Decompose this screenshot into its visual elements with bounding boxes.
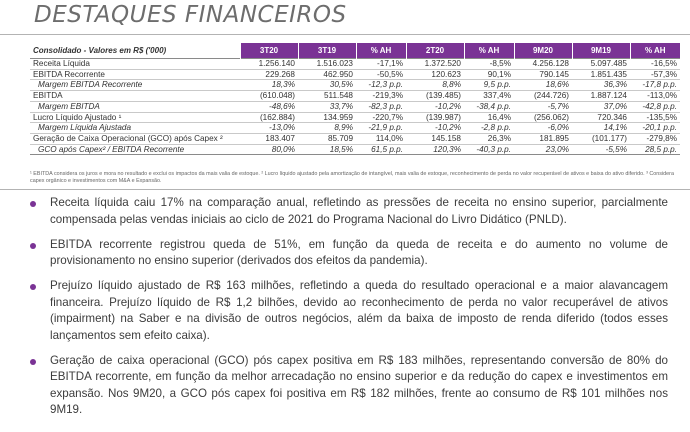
table-cell: 30,5% xyxy=(298,80,356,91)
table-cell: 80,0% xyxy=(240,144,298,155)
row-label: Geração de Caixa Operacional (GCO) após Capex ² xyxy=(30,133,240,144)
table-cell: 26,3% xyxy=(464,133,514,144)
table-cell: 8,8% xyxy=(406,80,464,91)
table-cell: -10,2% xyxy=(406,101,464,112)
column-header: 2T20 xyxy=(406,43,464,59)
table-cell: (610.048) xyxy=(240,91,298,102)
column-header: 9M20 xyxy=(514,43,572,59)
table-cell: -279,8% xyxy=(630,133,680,144)
table-cell: 9,5 p.p. xyxy=(464,80,514,91)
row-label: Lucro Líquido Ajustado ¹ xyxy=(30,112,240,123)
table-cell: 28,5 p.p. xyxy=(630,144,680,155)
row-label: EBITDA Recorrente xyxy=(30,69,240,80)
table-cell: -42,8 p.p. xyxy=(630,101,680,112)
table-cell: 16,4% xyxy=(464,112,514,123)
table-cell: 114,0% xyxy=(356,133,406,144)
table-cell: (139.987) xyxy=(406,112,464,123)
table-row xyxy=(30,69,680,80)
row-label: Margem Líquida Ajustada xyxy=(30,123,240,134)
column-header: % AH xyxy=(356,43,406,59)
page-title: DESTAQUES FINANCEIROS xyxy=(34,2,347,28)
highlight-bullet xyxy=(28,195,668,228)
table-row xyxy=(30,112,680,123)
row-label: Margem EBITDA Recorrente xyxy=(30,80,240,91)
row-label: Margem EBITDA xyxy=(30,101,240,112)
bullet-dot-icon xyxy=(30,201,36,207)
table-row xyxy=(30,80,680,91)
column-header: % AH xyxy=(464,43,514,59)
table-cell: 90,1% xyxy=(464,69,514,80)
highlight-bullet xyxy=(28,353,668,419)
table-cell: 1.516.023 xyxy=(298,59,356,70)
table-cell: 85.709 xyxy=(298,133,356,144)
table-cell: 790.145 xyxy=(514,69,572,80)
table-cell: -5,7% xyxy=(514,101,572,112)
bullet-dot-icon xyxy=(30,359,36,365)
table-cell: 145.158 xyxy=(406,133,464,144)
table-cell: -17,1% xyxy=(356,59,406,70)
table-cell: 1.256.140 xyxy=(240,59,298,70)
table-cell: 183.407 xyxy=(240,133,298,144)
column-header: % AH xyxy=(630,43,680,59)
bullet-dot-icon xyxy=(30,243,36,249)
table-cell: 181.895 xyxy=(514,133,572,144)
table-cell: -113,0% xyxy=(630,91,680,102)
column-header: 3T20 xyxy=(240,43,298,59)
table-cell: -2,8 p.p. xyxy=(464,123,514,134)
table-cell: -135,5% xyxy=(630,112,680,123)
bullet-text: EBITDA recorrente registrou queda de 51%, em função da queda de receita e do aumento no volume de provisionamento no ensino superior (derivados dos efeitos da pandemia). xyxy=(50,237,668,267)
table-cell: -10,2% xyxy=(406,123,464,134)
bullet-text: Prejuízo líquido ajustado de R$ 163 milhões, refletindo a queda do resultado operacional e a maior alavancagem financeira. Prejuízo líquido de R$ 1,2 bilhões, devido ao reconhecimento de perda no valor recuperável de ativos (impairment) na Saber e na divisão de outros negócios, além da baixa de imposto de renda diferido (todos esses lançamentos sem efeito caixa). xyxy=(50,279,668,342)
bullet-dot-icon xyxy=(30,284,36,290)
table-cell: -12,3 p.p. xyxy=(356,80,406,91)
table-cell: -5,5% xyxy=(572,144,630,155)
table-cell: -17,8 p.p. xyxy=(630,80,680,91)
table-cell: -16,5% xyxy=(630,59,680,70)
table-cell: -82,3 p.p. xyxy=(356,101,406,112)
table-cell: -219,3% xyxy=(356,91,406,102)
table-cell: -50,5% xyxy=(356,69,406,80)
table-cell: -40,3 p.p. xyxy=(464,144,514,155)
table-cell: 18,5% xyxy=(298,144,356,155)
table-cell: -220,7% xyxy=(356,112,406,123)
table-cell: 720.346 xyxy=(572,112,630,123)
bullet-text: Receita líquida caiu 17% na comparação anual, refletindo as pressões de receita no ensino superior, parcialmente compensada pelas vendas iniciais ao ciclo de 2021 do Programa Nacional do Livro Didático (PNLD). xyxy=(50,196,668,226)
table-cell: 18,3% xyxy=(240,80,298,91)
row-label: EBITDA xyxy=(30,91,240,102)
financial-highlights-table xyxy=(30,43,680,155)
table-cell: (256.062) xyxy=(514,112,572,123)
table-cell: -20,1 p.p. xyxy=(630,123,680,134)
table-cell: 14,1% xyxy=(572,123,630,134)
table-cell: 120.623 xyxy=(406,69,464,80)
table-cell: -48,6% xyxy=(240,101,298,112)
row-label: Receita Líquida xyxy=(30,59,240,70)
table-cell: -57,3% xyxy=(630,69,680,80)
highlights-list xyxy=(28,195,668,427)
row-label: GCO após Capex² / EBITDA Recorrente xyxy=(30,144,240,155)
table-cell: 337,4% xyxy=(464,91,514,102)
table-cell: (101.177) xyxy=(572,133,630,144)
table-cell: -13,0% xyxy=(240,123,298,134)
column-header: 3T19 xyxy=(298,43,356,59)
table-cell: (162.884) xyxy=(240,112,298,123)
table-row xyxy=(30,91,680,102)
table-cell: 5.097.485 xyxy=(572,59,630,70)
table-cell: 462.950 xyxy=(298,69,356,80)
table-cell: 1.372.520 xyxy=(406,59,464,70)
table-cell: 23,0% xyxy=(514,144,572,155)
table-cell: 1.887.124 xyxy=(572,91,630,102)
column-header: 9M19 xyxy=(572,43,630,59)
table-row xyxy=(30,101,680,112)
table-footnote: ¹ EBITDA considera os juros e mora no resultado e exclui os impactos da mais valia de estoque. ² Lucro líquido ajustado pela amortização de intangível, mais valia de estoque, reconhecimento de perda no valor recuperável de ativos e baixa do ativo diferido. ³ Considera capex orgânico e investimentos com M&A e Expansão. xyxy=(30,171,674,184)
table-header-row xyxy=(30,43,680,59)
table-cell: 36,3% xyxy=(572,80,630,91)
table-cell: 18,6% xyxy=(514,80,572,91)
table-cell: 33,7% xyxy=(298,101,356,112)
table-cell: 511.548 xyxy=(298,91,356,102)
table-cell: (139.485) xyxy=(406,91,464,102)
title-divider xyxy=(0,34,690,35)
table-row xyxy=(30,133,680,144)
highlight-bullet xyxy=(28,278,668,344)
table-cell: (244.726) xyxy=(514,91,572,102)
table-cell: 61,5 p.p. xyxy=(356,144,406,155)
table-cell: 120,3% xyxy=(406,144,464,155)
highlight-bullet xyxy=(28,237,668,270)
footnote-divider xyxy=(0,189,690,190)
table-cell: 8,9% xyxy=(298,123,356,134)
table-row xyxy=(30,59,680,70)
table-header-label: Consolidado - Valores em R$ ('000) xyxy=(33,46,167,55)
table-cell: 229.268 xyxy=(240,69,298,80)
table-cell: -21,9 p.p. xyxy=(356,123,406,134)
table-cell: -6,0% xyxy=(514,123,572,134)
table-row xyxy=(30,144,680,155)
table-cell: 134.959 xyxy=(298,112,356,123)
table-row xyxy=(30,123,680,134)
table-cell: 1.851.435 xyxy=(572,69,630,80)
table-cell: -38,4 p.p. xyxy=(464,101,514,112)
table-cell: 37,0% xyxy=(572,101,630,112)
table-cell: 4.256.128 xyxy=(514,59,572,70)
table-cell: -8,5% xyxy=(464,59,514,70)
bullet-text: Geração de caixa operacional (GCO) pós capex positiva em R$ 183 milhões, representando conversão de 80% do EBITDA recorrente, em função da melhor arrecadação no ensino superior e da redução do capex e investimentos em expansão. Nos 9M20, a GCO pós capex foi positiva em R$ 182 milhões, frente ao consumo de R$ 101 milhões nos 9M19. xyxy=(50,353,668,416)
